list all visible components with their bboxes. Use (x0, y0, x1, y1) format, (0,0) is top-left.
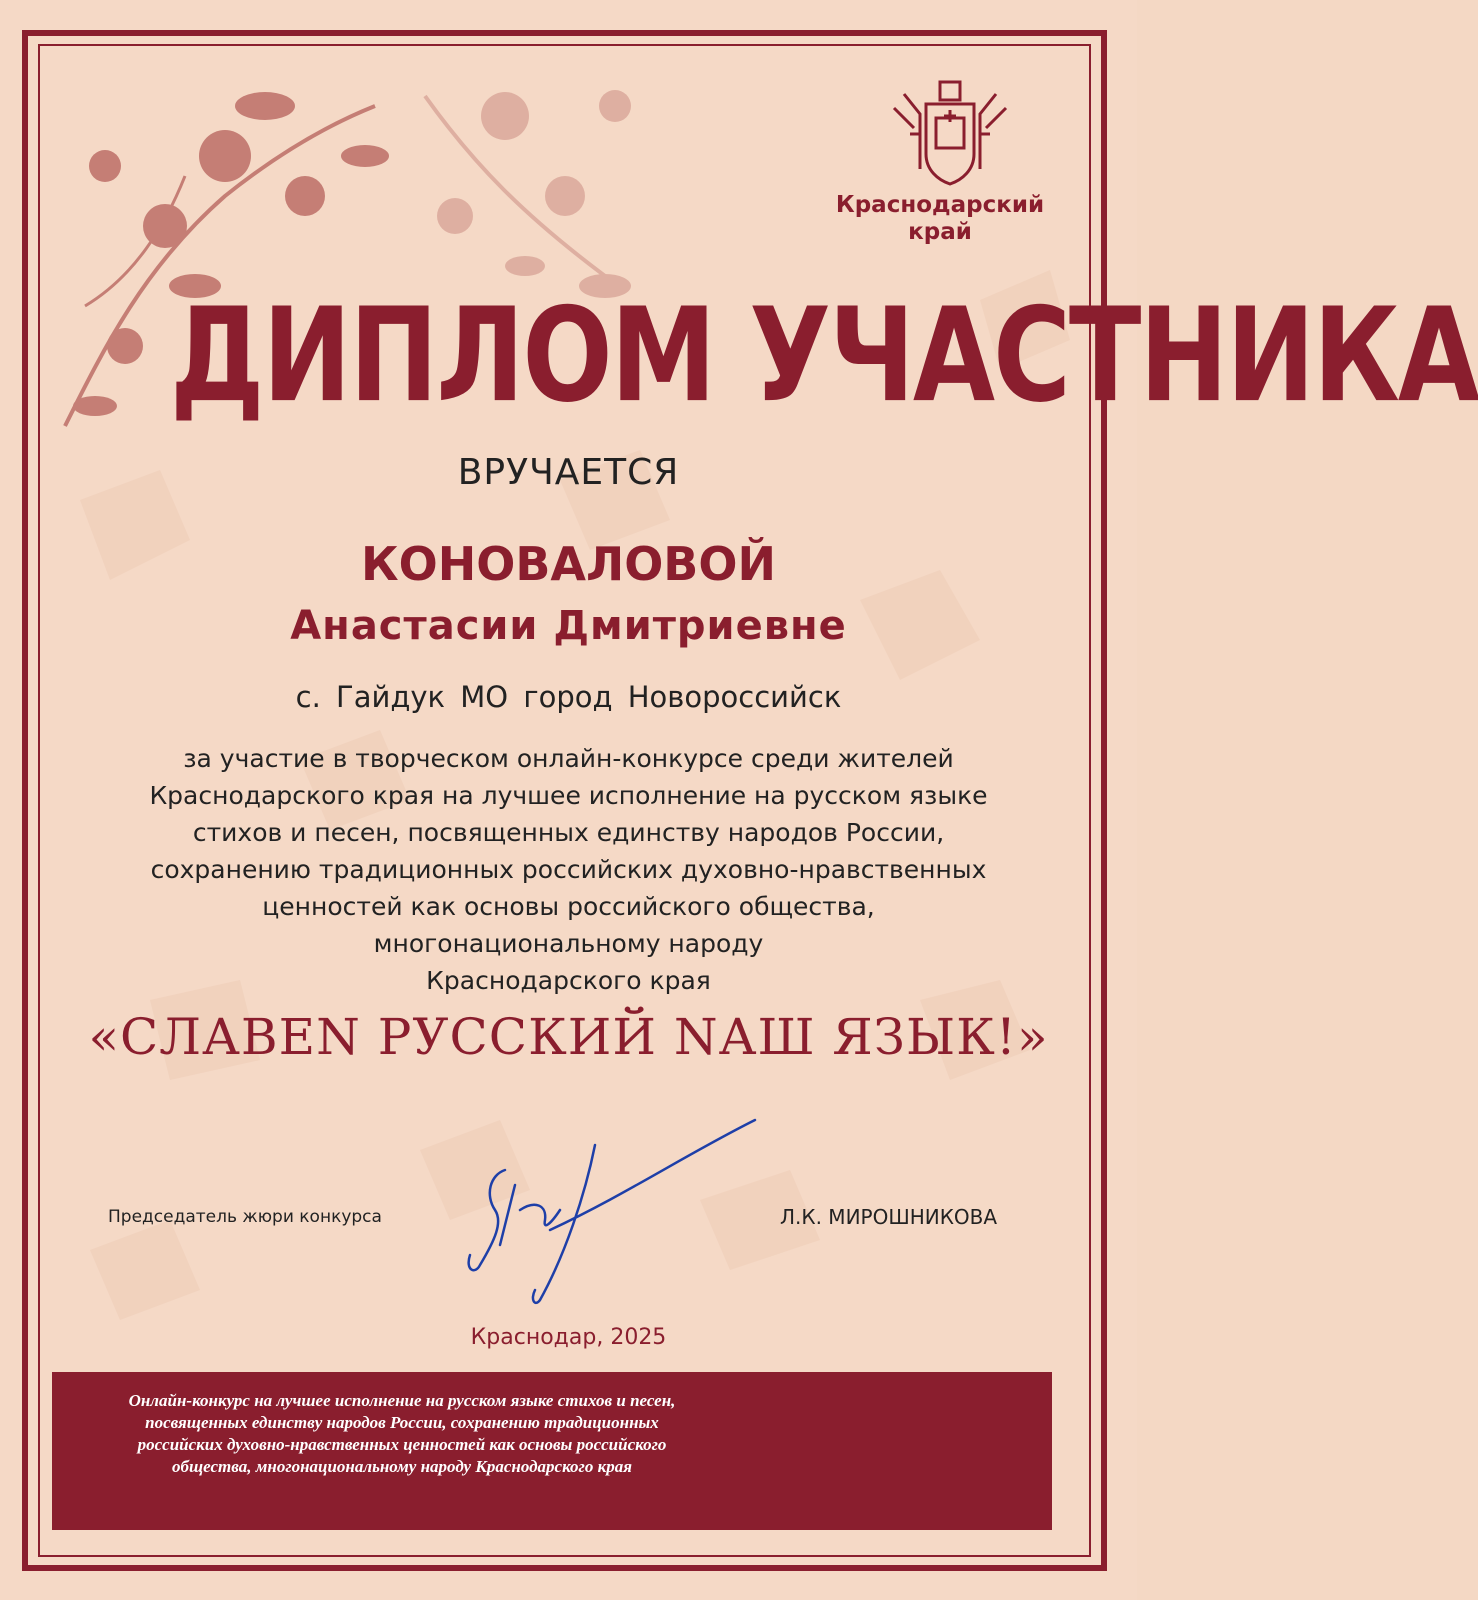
recipient-place: с. Гайдук МО город Новороссийск (295, 680, 842, 714)
contest-name: «СЛАВЕN РУССКИЙ NАШ ЯЗЫК!» (88, 1008, 1049, 1066)
recipient-surname: КОНОВАЛОВОЙ (361, 537, 776, 591)
footer-line: российских духовно-нравственных ценностей как основы российского (137, 1435, 667, 1454)
recipient-name: Анастасии Дмитриевне (290, 603, 847, 649)
region-line-2: край (908, 219, 972, 245)
footer-line: Онлайн-конкурс на лучшее исполнение на русском языке стихов и песен, (128, 1391, 676, 1410)
signature-role: Председатель жюри конкурса (108, 1207, 382, 1227)
krasnodar-coat-of-arms-icon (890, 74, 1010, 189)
diploma-title: ДИПЛОМ УЧАСТНИКА (170, 279, 1478, 431)
description-line: многонациональному народу (373, 929, 764, 958)
description-line: стихов и песен, посвященных единству народов России, (192, 818, 945, 847)
footer-text (62, 1390, 742, 1478)
footer-banner (52, 1372, 1052, 1530)
handwritten-signature-icon (455, 1115, 765, 1315)
description-line: за участие в творческом онлайн-конкурсе среди жителей (183, 744, 954, 773)
description-line: Краснодарского края на лучшее исполнение на русском языке (149, 781, 988, 810)
footer-line: общества, многонациональному народу Краснодарского края (172, 1457, 632, 1476)
region-label (820, 192, 1060, 246)
city-year: Краснодар, 2025 (470, 1325, 667, 1350)
signer-name: Л.К. МИРОШНИКОВА (780, 1205, 998, 1229)
description-line: сохранению традиционных российских духовно-нравственных (150, 855, 987, 884)
region-line-1: Краснодарский (835, 192, 1045, 218)
award-description (110, 740, 1027, 999)
description-line: Краснодарского края (426, 966, 711, 995)
description-line: ценностей как основы российского общества, (262, 892, 875, 921)
footer-line: посвященных единству народов России, сохранению традиционных (145, 1413, 659, 1432)
awarded-label: ВРУЧАЕТСЯ (457, 452, 680, 493)
